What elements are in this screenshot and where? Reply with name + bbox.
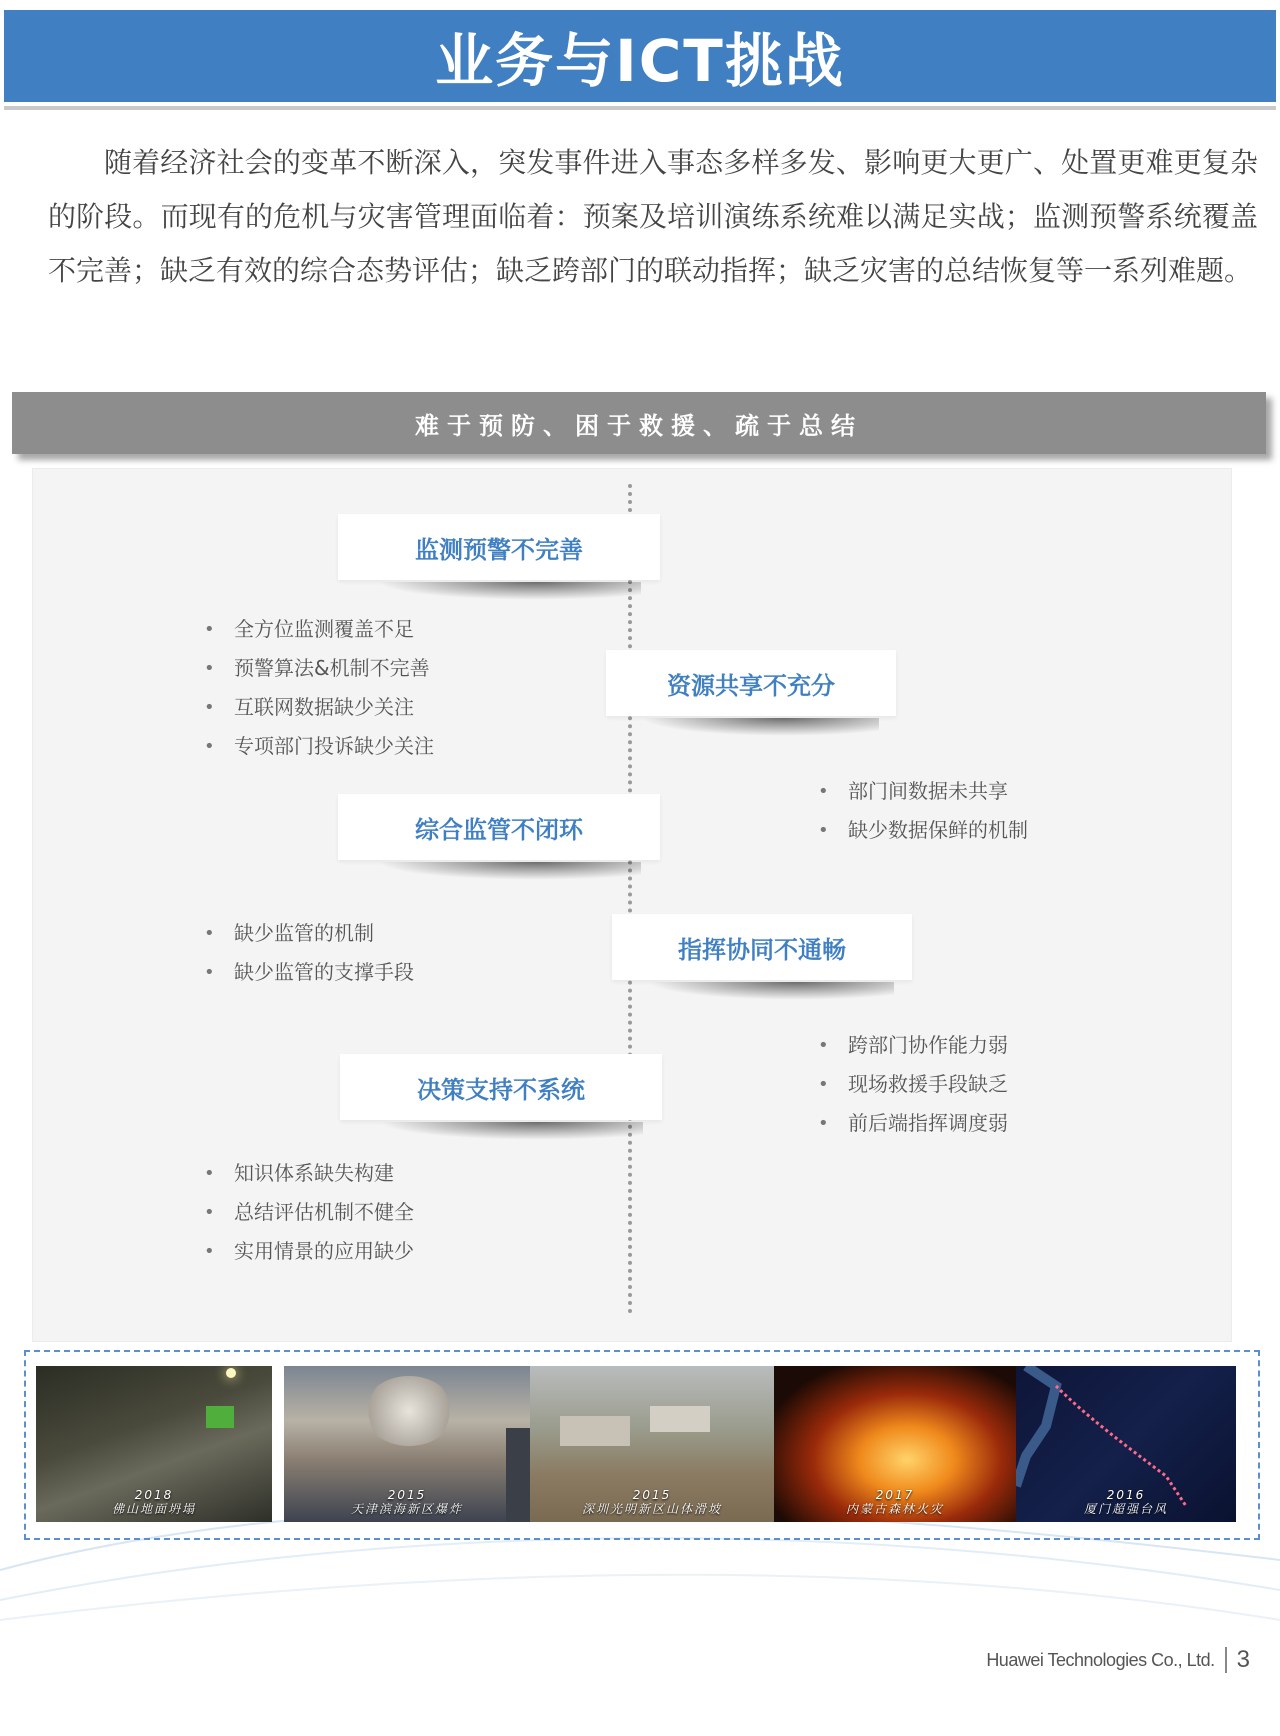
- photo-caption: [1016, 1488, 1236, 1516]
- list-decision: [204, 1154, 414, 1271]
- list-item: • 预警算法&机制不完善: [204, 649, 434, 688]
- photo-inner-mongolia: [774, 1366, 1016, 1522]
- footer-separator: [1225, 1647, 1227, 1673]
- list-item: • 缺少数据保鲜的机制: [818, 811, 1028, 850]
- list-item: • 部门间数据未共享: [818, 772, 1028, 811]
- intro-paragraph: 随着经济社会的变革不断深入，突发事件进入事态多样多发、影响更大更广、处置更难更复杂的阶段。而现有的危机与灾害管理面临着：预案及培训演练系统难以满足实战；监测预警系统覆盖不完善；缺乏有效的综合态势评估；缺乏跨部门的联动指挥；缺乏灾害的总结恢复等一系列难题。: [48, 146, 1258, 287]
- header-bar: [4, 10, 1276, 102]
- page-number: 3: [1236, 1646, 1250, 1673]
- photo-building: [650, 1406, 710, 1432]
- list-item: • 缺少监管的支撑手段: [204, 953, 414, 992]
- list-item: • 知识体系缺失构建: [204, 1154, 414, 1193]
- list-item: • 互联网数据缺少关注: [204, 688, 434, 727]
- photo-foshan: [36, 1366, 272, 1522]
- photo-year: 2015: [632, 1488, 672, 1502]
- photo-event: 深圳光明新区山体滑坡: [581, 1502, 722, 1516]
- card-command-title: 指挥协同不通畅: [678, 935, 846, 964]
- card-monitoring-title: 监测预警不完善: [415, 535, 583, 564]
- photo-caption: [774, 1488, 1016, 1516]
- photo-year: 2017: [875, 1488, 915, 1502]
- list-item: • 前后端指挥调度弱: [818, 1104, 1008, 1143]
- list-command: [818, 1026, 1008, 1143]
- photo-light: [226, 1368, 236, 1378]
- photo-event: 厦门超强台风: [1083, 1502, 1168, 1516]
- card-supervision: [338, 794, 660, 860]
- photo-event: 佛山地面坍塌: [111, 1502, 196, 1516]
- photo-tianjin: [284, 1366, 530, 1522]
- banner-text: 难于预防、困于救援、疏于总结: [415, 411, 863, 440]
- photo-caption: [36, 1488, 272, 1516]
- list-item: • 总结评估机制不健全: [204, 1193, 414, 1232]
- photo-building: [560, 1416, 630, 1446]
- photo-detail: [206, 1406, 234, 1428]
- list-item: • 现场救援手段缺乏: [818, 1065, 1008, 1104]
- photo-year: 2016: [1106, 1488, 1146, 1502]
- photo-shenzhen: [530, 1366, 774, 1522]
- list-item: • 跨部门协作能力弱: [818, 1026, 1008, 1065]
- photo-caption: [530, 1488, 774, 1516]
- card-monitoring: [338, 514, 660, 580]
- photo-xiamen: [1016, 1366, 1236, 1522]
- photo-year: 2018: [134, 1488, 174, 1502]
- card-sharing: [606, 650, 896, 716]
- card-sharing-title: 资源共享不充分: [667, 671, 835, 700]
- list-item: • 专项部门投诉缺少关注: [204, 727, 434, 766]
- card-decision-title: 决策支持不系统: [417, 1075, 585, 1104]
- center-divider: [628, 484, 632, 1314]
- photo-year: 2015: [387, 1488, 427, 1502]
- card-supervision-title: 综合监管不闭环: [415, 815, 583, 844]
- photo-event: 内蒙古森林火灾: [845, 1502, 944, 1516]
- footer-company: Huawei Technologies Co., Ltd.: [986, 1649, 1215, 1670]
- page-title: 业务与ICT挑战: [435, 27, 845, 95]
- card-decision: [340, 1054, 662, 1120]
- list-monitoring: [204, 610, 434, 766]
- list-item: • 实用情景的应用缺少: [204, 1232, 414, 1271]
- photo-caption: [284, 1488, 530, 1516]
- photo-smoke: [364, 1376, 454, 1446]
- photo-event: 天津滨海新区爆炸: [350, 1502, 463, 1516]
- page-footer: [986, 1646, 1250, 1674]
- list-supervision: [204, 914, 414, 992]
- challenge-banner: [12, 392, 1266, 454]
- card-command: [612, 914, 912, 980]
- list-sharing: [818, 772, 1028, 850]
- list-item: • 全方位监测覆盖不足: [204, 610, 434, 649]
- header-rule: [4, 106, 1276, 110]
- list-item: • 缺少监管的机制: [204, 914, 414, 953]
